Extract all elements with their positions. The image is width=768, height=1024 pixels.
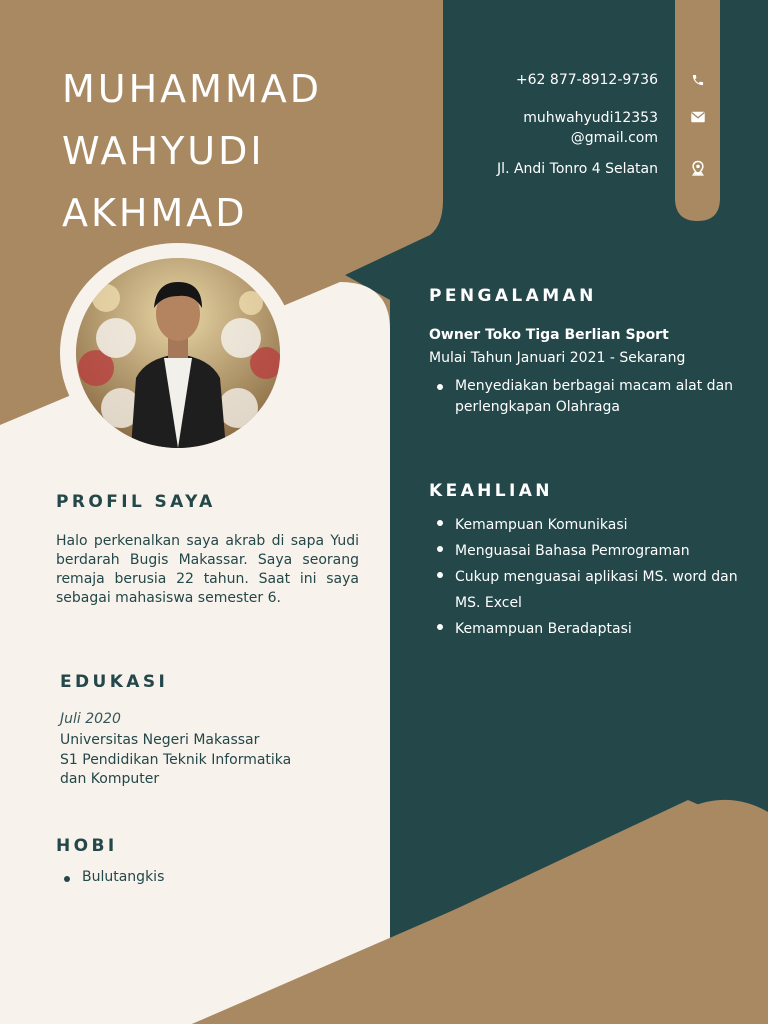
hobby-heading: HOBI [56, 836, 118, 856]
profile-photo [76, 258, 280, 448]
profile-text: Halo perkenalkan saya akrab di sapa Yudi berdarah Bugis Makassar. Saya seorang remaja berusia 22 tahun. Saat ini saya sebagai mahasiswa semester 6. [56, 533, 359, 606]
skills-list [429, 512, 739, 642]
name-line-1: MUHAMMAD [62, 67, 322, 111]
address: Jl. Andi Tonro 4 Selatan [497, 161, 658, 177]
location-pin-icon [689, 160, 707, 178]
education-major-line-1: S1 Pendidikan Teknik Informatika [60, 752, 292, 768]
portrait-illustration [76, 258, 280, 448]
list-item: Menguasai Bahasa Pemrograman [429, 538, 739, 564]
mail-icon [689, 108, 707, 126]
email-line-1: muhwahyudi12353 [523, 110, 658, 126]
email-address[interactable] [523, 108, 658, 148]
education-heading: EDUKASI [60, 672, 169, 692]
name-line-3: AKHMAD [62, 191, 248, 235]
name-line-2: WAHYUDI [62, 129, 265, 173]
skills-heading: KEAHLIAN [429, 481, 553, 501]
education-date: Juli 2020 [60, 711, 121, 727]
list-item: Menyediakan berbagai macam alat dan perlengkapan Olahraga [429, 376, 739, 418]
profile-heading: PROFIL SAYA [56, 492, 216, 512]
phone-number[interactable]: +62 877-8912-9736 [515, 72, 658, 88]
phone-icon [689, 71, 707, 89]
full-name [62, 58, 322, 244]
list-item: Bulutangkis [56, 868, 356, 887]
email-line-2: @gmail.com [570, 130, 658, 146]
list-item: Kemampuan Beradaptasi [429, 616, 739, 642]
list-item: Kemampuan Komunikasi [429, 512, 739, 538]
experience-role: Owner Toko Tiga Berlian Sport [429, 327, 669, 343]
hobby-list [56, 868, 356, 887]
list-item: Cukup menguasai aplikasi MS. word dan MS. Excel [429, 564, 739, 616]
experience-list [429, 376, 739, 418]
education-school: Universitas Negeri Makassar [60, 732, 260, 748]
education-major-line-2: dan Komputer [60, 771, 160, 787]
experience-heading: PENGALAMAN [429, 286, 597, 306]
experience-period: Mulai Tahun Januari 2021 - Sekarang [429, 350, 686, 366]
